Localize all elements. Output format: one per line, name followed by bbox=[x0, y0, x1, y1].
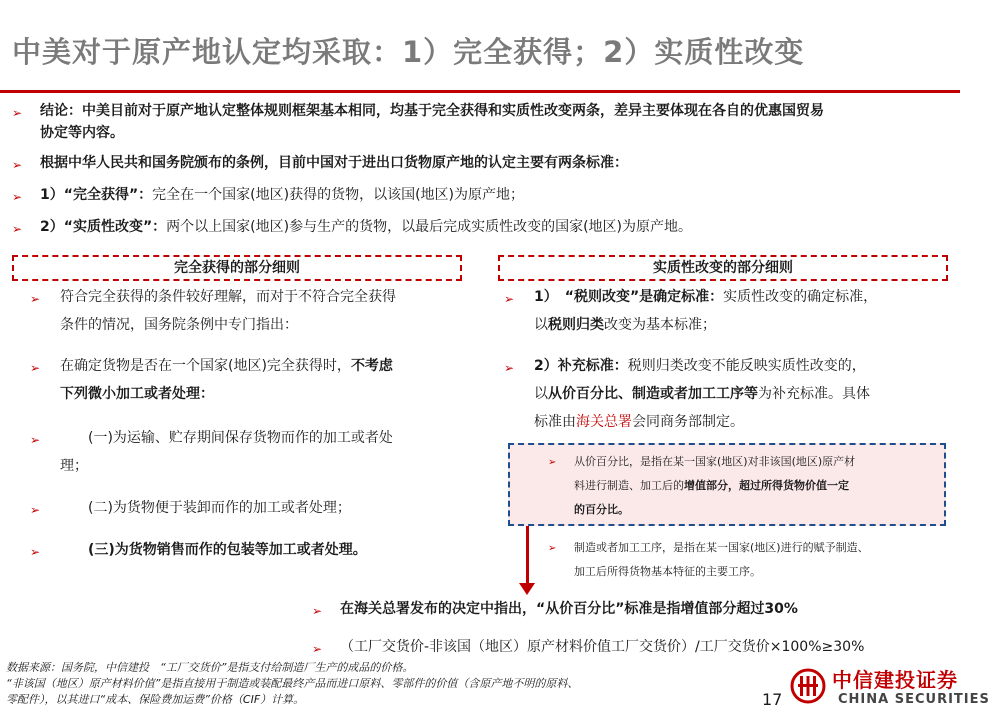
left-item-5 bbox=[30, 536, 460, 564]
left-item-1-line1: 符合完全获得的条件较好理解，而对于不符合完全获得 bbox=[60, 289, 396, 305]
intro-bullet-4 bbox=[12, 216, 952, 238]
company-logo-icon bbox=[790, 666, 826, 706]
footnote-line3: 零配件），以其进口“成本、保险费加运费”价格（CIF）计算。 bbox=[6, 693, 305, 706]
right-item-2-emphasis: 从价百分比、制造或者加工工序等 bbox=[548, 386, 758, 402]
sub1-line3: 的百分比。 bbox=[574, 503, 629, 516]
down-arrow-icon bbox=[519, 583, 535, 595]
arrow-bullet-icon: ➢ bbox=[12, 158, 23, 172]
sub-item-value-percentage bbox=[548, 450, 940, 522]
right-item-1-label: 1） “税则改变”是确定标准： bbox=[534, 289, 724, 305]
page-number: 17 bbox=[762, 690, 783, 709]
sub-item-process bbox=[548, 536, 948, 584]
intro-4-text: 两个以上国家(地区)参与生产的货物，以最后完成实质性改变的国家(地区)为原产地。 bbox=[166, 219, 693, 235]
title-divider bbox=[0, 90, 960, 93]
intro-1-text: 结论：中美目前对于原产地认定整体规则框架基本相同，均基于完全获得和实质性改变两条，差异主要体现在各自的优惠国贸易 bbox=[40, 103, 824, 119]
conclusion-text: 在海关总署发布的决定中指出，“从价百分比”标准是指增值部分超过30% bbox=[340, 601, 798, 617]
left-item-4-text: (二)为货物便于装卸而作的加工或者处理； bbox=[60, 500, 351, 516]
formula-text: （工厂交货价-非该国（地区）原产材料价值工厂交货价）/工厂交货价×100%≥30% bbox=[340, 639, 865, 655]
conclusion-bullet bbox=[312, 598, 952, 620]
left-item-1 bbox=[30, 283, 460, 339]
right-item-2-line2-c: 为补充标准。具体 bbox=[758, 386, 870, 402]
down-arrow-shaft bbox=[526, 526, 529, 586]
arrow-bullet-icon: ➢ bbox=[30, 361, 41, 375]
right-item-2-label: 2）补充标准： bbox=[534, 358, 628, 374]
sub2-line2: 加工后所得货物基本特征的主要工序。 bbox=[574, 565, 761, 578]
logo-name: 中信建投证券 bbox=[832, 668, 958, 692]
arrow-bullet-icon: ➢ bbox=[548, 543, 557, 554]
intro-4-label: 2）“实质性改变”： bbox=[40, 219, 167, 235]
right-item-2-line2-a: 以 bbox=[534, 386, 548, 402]
right-item-2-line3-a: 标准由 bbox=[534, 414, 576, 430]
left-item-3 bbox=[30, 424, 460, 480]
formula-bullet bbox=[312, 636, 952, 658]
intro-bullet-1 bbox=[12, 100, 952, 144]
intro-3-label: 1）“完全获得”： bbox=[40, 187, 153, 203]
arrow-bullet-icon: ➢ bbox=[30, 503, 41, 517]
right-item-1-emphasis: 税则归类 bbox=[548, 317, 604, 333]
logo-subtitle: CHINA SECURITIES bbox=[838, 692, 990, 707]
sub1-line1: 从价百分比，是指在某一国家(地区)对非该国(地区)原产材 bbox=[574, 455, 856, 468]
left-item-3-line2: 理； bbox=[60, 458, 88, 474]
arrow-bullet-icon: ➢ bbox=[548, 457, 557, 468]
footnote-line1: 数据来源：国务院，中信建投 “工厂交货价”是指支付给制造厂生产的成品的价格。 bbox=[6, 661, 414, 674]
right-box-header: 实质性改变的部分细则 bbox=[498, 255, 948, 281]
intro-bullet-2 bbox=[12, 152, 952, 174]
left-item-5-text: (三)为货物销售而作的包装等加工或者处理。 bbox=[60, 542, 367, 558]
left-item-4 bbox=[30, 494, 460, 522]
sub1-emphasis: 增值部分，超过所得货物价值一定 bbox=[684, 479, 849, 492]
right-item-1-text: 实质性改变的确定标准， bbox=[723, 289, 878, 305]
arrow-bullet-icon: ➢ bbox=[12, 106, 23, 120]
arrow-bullet-icon: ➢ bbox=[312, 604, 323, 618]
arrow-bullet-icon: ➢ bbox=[504, 361, 515, 375]
arrow-bullet-icon: ➢ bbox=[12, 190, 23, 204]
left-item-2-line2: 下列微小加工或者处理： bbox=[60, 386, 214, 402]
left-item-2-emphasis: 不考虑 bbox=[350, 358, 393, 374]
page-title: 中美对于原产地认定均采取：1）完全获得；2）实质性改变 bbox=[12, 35, 805, 69]
right-item-1-line2-c: 改变为基本标准； bbox=[604, 317, 716, 333]
arrow-bullet-icon: ➢ bbox=[30, 433, 41, 447]
sub2-line1: 制造或者加工工序，是指在某一国家(地区)进行的赋予制造、 bbox=[574, 541, 869, 554]
arrow-bullet-icon: ➢ bbox=[504, 292, 515, 306]
right-item-2-highlight: 海关总署 bbox=[576, 414, 632, 430]
intro-2-text: 根据中华人民共和国务院颁布的条例，目前中国对于进出口货物原产地的认定主要有两条标准： bbox=[40, 155, 628, 171]
right-item-2-text: 税则归类改变不能反映实质性改变的， bbox=[627, 358, 866, 374]
intro-3-text: 完全在一个国家(地区)获得的货物，以该国(地区)为原产地； bbox=[152, 187, 525, 203]
right-item-1-line2-a: 以 bbox=[534, 317, 548, 333]
sub1-line2-a: 料进行制造、加工后的 bbox=[574, 479, 684, 492]
right-item-2 bbox=[504, 352, 950, 436]
arrow-bullet-icon: ➢ bbox=[30, 545, 41, 559]
arrow-bullet-icon: ➢ bbox=[30, 292, 41, 306]
left-item-3-line1: (一)为运输、贮存期间保存货物而作的加工或者处 bbox=[60, 430, 393, 446]
left-item-2 bbox=[30, 352, 460, 408]
arrow-bullet-icon: ➢ bbox=[312, 642, 323, 656]
left-box-header: 完全获得的部分细则 bbox=[12, 255, 462, 281]
footnote bbox=[6, 660, 746, 708]
right-item-1 bbox=[504, 283, 950, 339]
footnote-line2: “非该国（地区）原产材料价值”是指直接用于制造或装配最终产品而进口原料、零部件的价值（含原产地不明的原料、 bbox=[6, 677, 579, 690]
right-item-2-line3-c: 会同商务部制定。 bbox=[632, 414, 744, 430]
arrow-bullet-icon: ➢ bbox=[12, 222, 23, 236]
left-item-2-line1: 在确定货物是否在一个国家(地区)完全获得时， bbox=[60, 358, 351, 374]
intro-1-text-cont: 协定等内容。 bbox=[40, 125, 124, 141]
intro-bullet-3 bbox=[12, 184, 952, 206]
left-item-1-line2: 条件的情况，国务院条例中专门指出： bbox=[60, 317, 298, 333]
